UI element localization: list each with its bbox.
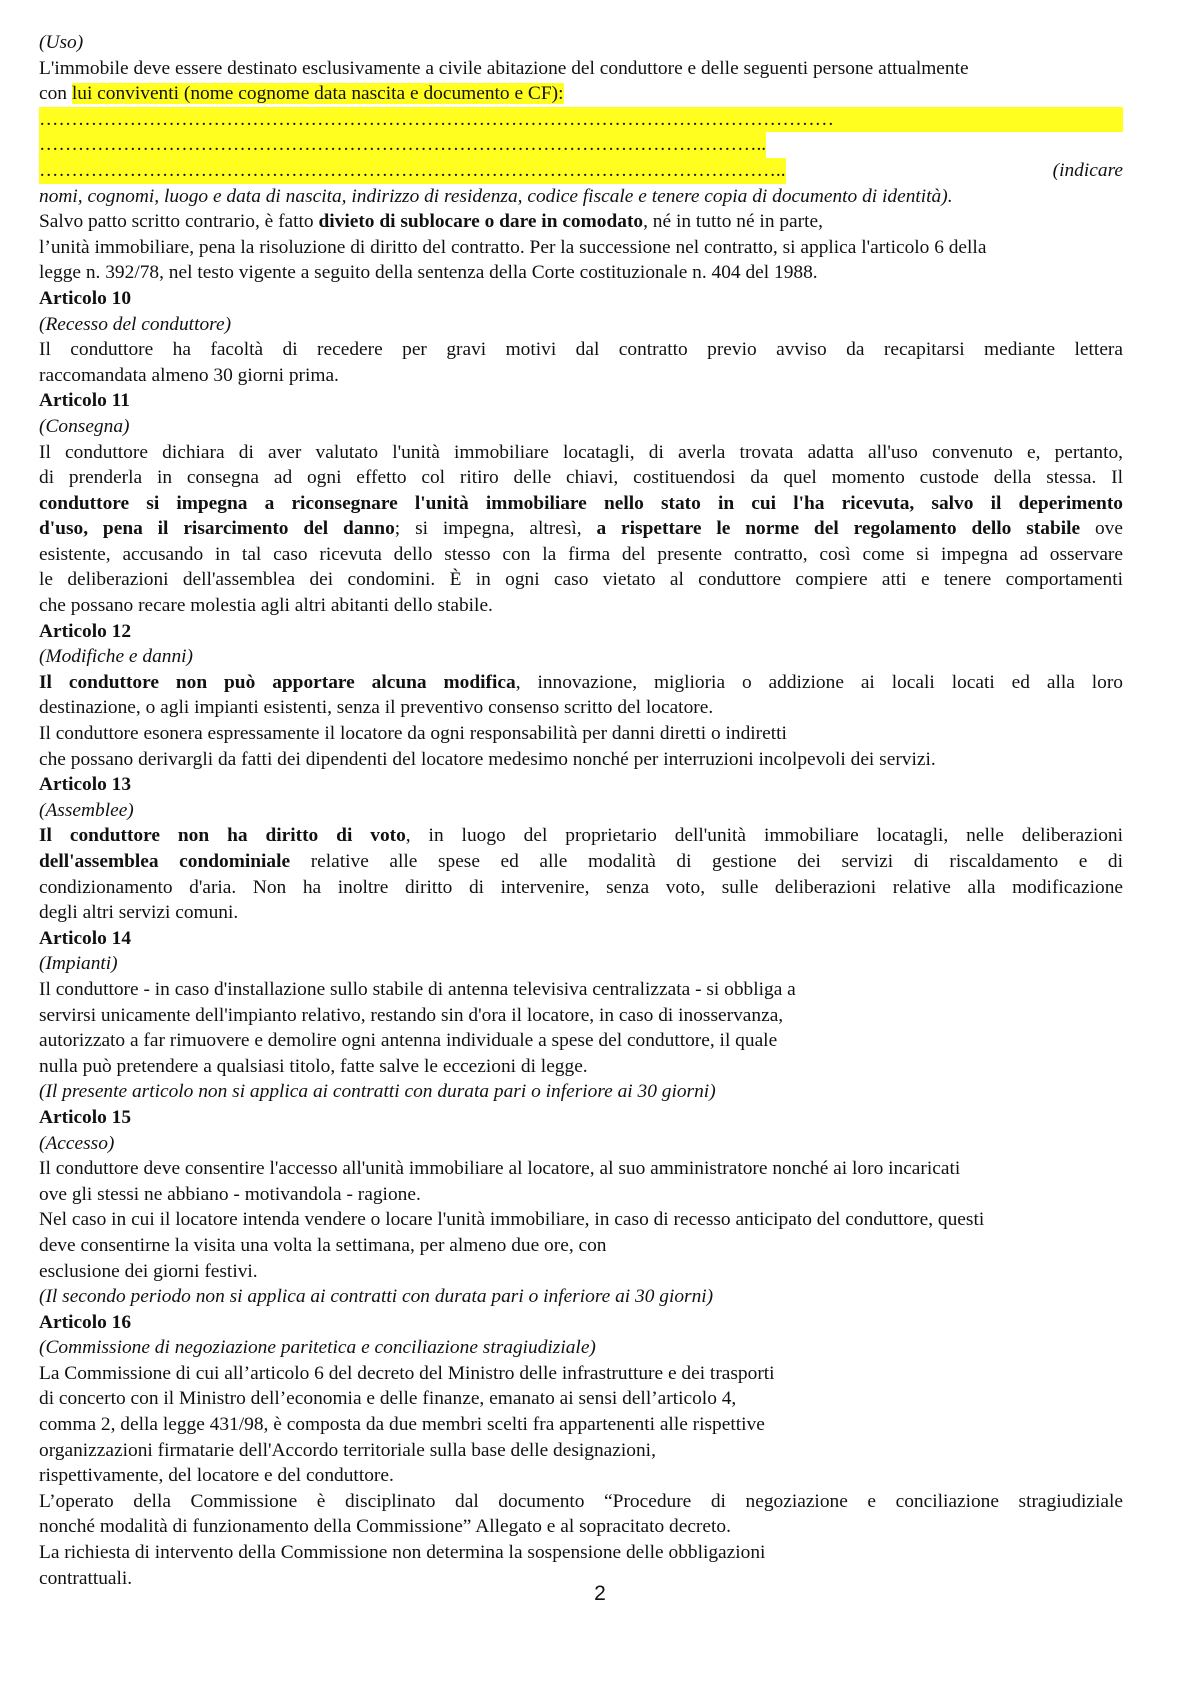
fill-in-dots: …………………………………………………………………………………………………….. <box>39 158 786 184</box>
article-14-line: nulla può pretendere a qualsiasi titolo, fatte salve le eccezioni di legge. <box>39 1055 588 1077</box>
article-12-heading: Articolo 12 <box>39 620 132 642</box>
article-11-text: ove <box>1080 518 1123 540</box>
article-9-subtitle: (Uso) <box>39 32 84 53</box>
article-15-line: ove gli stessi ne abbiano - motivandola - ragione. <box>39 1183 421 1205</box>
article-11-line: Il conduttore dichiara di aver valutato l'unità immobiliare locatagli, di averla trovata adatta all'uso convenuto e, pertanto, <box>39 441 1123 463</box>
article-15-line: deve consentirne la visita una volta la settimana, per almeno due ore, con <box>39 1234 607 1256</box>
bold-clause: dell'assemblea condominiale <box>39 851 291 872</box>
article-11-line: le deliberazioni dell'assemblea dei condomini. È in ogni caso vietato al conduttore compiere atti e tenere comportamenti <box>39 569 1123 591</box>
article-16-line: rispettivamente, del locatore e del conduttore. <box>39 1465 394 1487</box>
article-14-line: servirsi unicamente dell'impianto relativo, restando sin d'ora il locatore, in caso di inosservanza, <box>39 1004 784 1026</box>
fill-in-dotted-line <box>39 158 1123 184</box>
instruction-text: nomi, cognomi, luogo e data di nascita, indirizzo di residenza, codice fiscale e tenere copia di documento di identità). <box>39 185 953 207</box>
article-13-subtitle: (Assemblee) <box>39 799 134 821</box>
article-9-text: con <box>39 83 72 105</box>
bold-clause: a rispettare le norme del regolamento dello stabile <box>596 518 1081 540</box>
instruction-text: (indicare <box>1052 159 1123 181</box>
article-9-line <box>39 81 1123 107</box>
article-9-line: l’unità immobiliare, pena la risoluzione di diritto del contratto. Per la successione nel contratto, si applica l'articolo 6 della <box>39 236 987 258</box>
article-15-heading: Articolo 15 <box>39 1106 132 1128</box>
bold-clause: d'uso, pena il risarcimento del danno <box>39 518 395 540</box>
bold-clause: divieto di sublocare o dare in comodato <box>318 211 644 233</box>
article-14-line: autorizzato a far rimuovere e demolire ogni antenna individuale a spese del conduttore, il quale <box>39 1030 778 1052</box>
article-14-heading: Articolo 14 <box>39 927 132 949</box>
fill-in-dotted-line: …………………………………………………………………………………………………………… <box>39 107 1123 133</box>
article-12-line: destinazione, o agli impianti esistenti, senza il preventivo consenso scritto del locatore. <box>39 697 714 719</box>
article-11-subtitle: (Consegna) <box>39 415 130 437</box>
article-11-bold-line: conduttore si impegna a riconsegnare l'unità immobiliare nello stato in cui l'ha ricevuta, salvo il deperimento <box>39 492 1123 514</box>
article-10-heading: Articolo 10 <box>39 287 132 309</box>
article-13-text: relative alle spese ed alle modalità di gestione dei servizi di riscaldamento e di <box>290 851 1123 872</box>
article-13-text: , in luogo del proprietario dell'unità immobiliare locatagli, nelle deliberazioni <box>405 825 1123 847</box>
highlighted-text: lui conviventi (nome cognome data nascita e documento e CF): <box>71 83 564 105</box>
article-9-text: Salvo patto scritto contrario, è fatto <box>39 211 319 233</box>
article-14-subtitle: (Impianti) <box>39 953 118 975</box>
fill-in-dotted-line <box>39 132 1123 158</box>
article-10-line: raccomandata almeno 30 giorni prima. <box>39 364 339 386</box>
article-16-line: organizzazioni firmatarie dell'Accordo territoriale sulla base delle designazioni, <box>39 1439 656 1461</box>
article-13-line <box>39 849 1123 875</box>
article-15-line: esclusione dei giorni festivi. <box>39 1260 258 1282</box>
article-12-line <box>39 670 1123 696</box>
page-number: 2 <box>594 1582 606 1605</box>
article-11-line: esistente, accusando in tal caso ricevuta dello stesso con la firma del presente contratto, così come si impegna ad osservare <box>39 543 1123 565</box>
article-13-line <box>39 823 1123 849</box>
article-16-line: L’operato della Commissione è disciplinato dal documento “Procedure di negoziazione e conciliazione stragiudiziale <box>39 1490 1123 1512</box>
article-9-text: , né in tutto né in parte, <box>643 211 823 233</box>
document-page <box>39 30 1123 1591</box>
article-15-note: (Il secondo periodo non si applica ai contratti con durata pari o inferiore ai 30 giorni) <box>39 1286 714 1308</box>
article-13-heading: Articolo 13 <box>39 774 132 796</box>
article-15-line: Il conduttore deve consentire l'accesso all'unità immobiliare al locatore, al suo amministratore nonché ai loro incaricati <box>39 1158 961 1180</box>
article-12-subtitle: (Modifiche e danni) <box>39 646 193 668</box>
article-11-line: che possano recare molestia agli altri abitanti dello stabile. <box>39 595 493 617</box>
article-15-line: Nel caso in cui il locatore intenda vendere o locare l'unità immobiliare, in caso di recesso anticipato del conduttore, questi <box>39 1209 985 1231</box>
article-11-line: di prenderla in consegna ad ogni effetto col ritiro delle chiavi, costituendosi da quel momento custode della stessa. Il <box>39 467 1123 489</box>
article-16-subtitle: (Commissione di negoziazione paritetica e conciliazione stragiudiziale) <box>39 1337 596 1359</box>
article-10-subtitle: (Recesso del conduttore) <box>39 313 232 335</box>
article-13-line: degli altri servizi comuni. <box>39 902 239 924</box>
article-13-line: condizionamento d'aria. Non ha inoltre diritto di intervenire, senza voto, sulle deliberazioni relative alla modificazione <box>39 876 1123 898</box>
article-16-line: contrattuali. <box>39 1567 133 1589</box>
article-9-line: legge n. 392/78, nel testo vigente a seguito della sentenza della Corte costituzionale n. 404 del 1988. <box>39 262 818 284</box>
article-12-line: Il conduttore esonera espressamente il locatore da ogni responsabilità per danni diretti o indiretti <box>39 723 787 745</box>
article-11-heading: Articolo 11 <box>39 390 131 412</box>
article-11-line <box>39 516 1123 542</box>
fill-in-dots: ………………………………………………………………………………………………….. <box>39 132 766 158</box>
bold-clause: Il conduttore non può apportare alcuna modifica <box>39 671 516 693</box>
article-11-text: ; si impegna, altresì, <box>394 518 597 540</box>
article-12-line: che possano derivargli da fatti dei dipendenti del locatore medesimo nonché per interruzioni incolpevoli dei servizi. <box>39 748 936 770</box>
article-12-text: , innovazione, miglioria o addizione ai locali locati ed alla loro <box>515 671 1123 693</box>
article-16-line: nonché modalità di funzionamento della Commissione” Allegato e al sopracitato decreto. <box>39 1516 731 1538</box>
article-15-subtitle: (Accesso) <box>39 1132 115 1154</box>
article-9-line <box>39 209 1123 235</box>
article-14-note: (Il presente articolo non si applica ai contratti con durata pari o inferiore ai 30 giorni) <box>39 1081 716 1103</box>
article-16-line: La Commissione di cui all’articolo 6 del decreto del Ministro delle infrastrutture e dei trasporti <box>39 1362 775 1384</box>
article-16-heading: Articolo 16 <box>39 1311 132 1333</box>
article-16-line: comma 2, della legge 431/98, è composta da due membri scelti fra appartenenti alle rispettive <box>39 1414 765 1436</box>
bold-clause: Il conduttore non ha diritto di voto <box>39 825 406 847</box>
article-16-line: di concerto con il Ministro dell’economia e delle finanze, emanato ai sensi dell’articolo 4, <box>39 1388 737 1410</box>
article-16-line: La richiesta di intervento della Commissione non determina la sospensione delle obbligazioni <box>39 1542 766 1564</box>
article-14-line: Il conduttore - in caso d'installazione sullo stabile di antenna televisiva centralizzata - si obbliga a <box>39 978 796 1000</box>
article-10-line: Il conduttore ha facoltà di recedere per gravi motivi dal contratto previo avviso da recapitarsi mediante lettera <box>39 339 1123 361</box>
article-9-line: L'immobile deve essere destinato esclusivamente a civile abitazione del conduttore e delle seguenti persone attualmente <box>39 57 969 79</box>
